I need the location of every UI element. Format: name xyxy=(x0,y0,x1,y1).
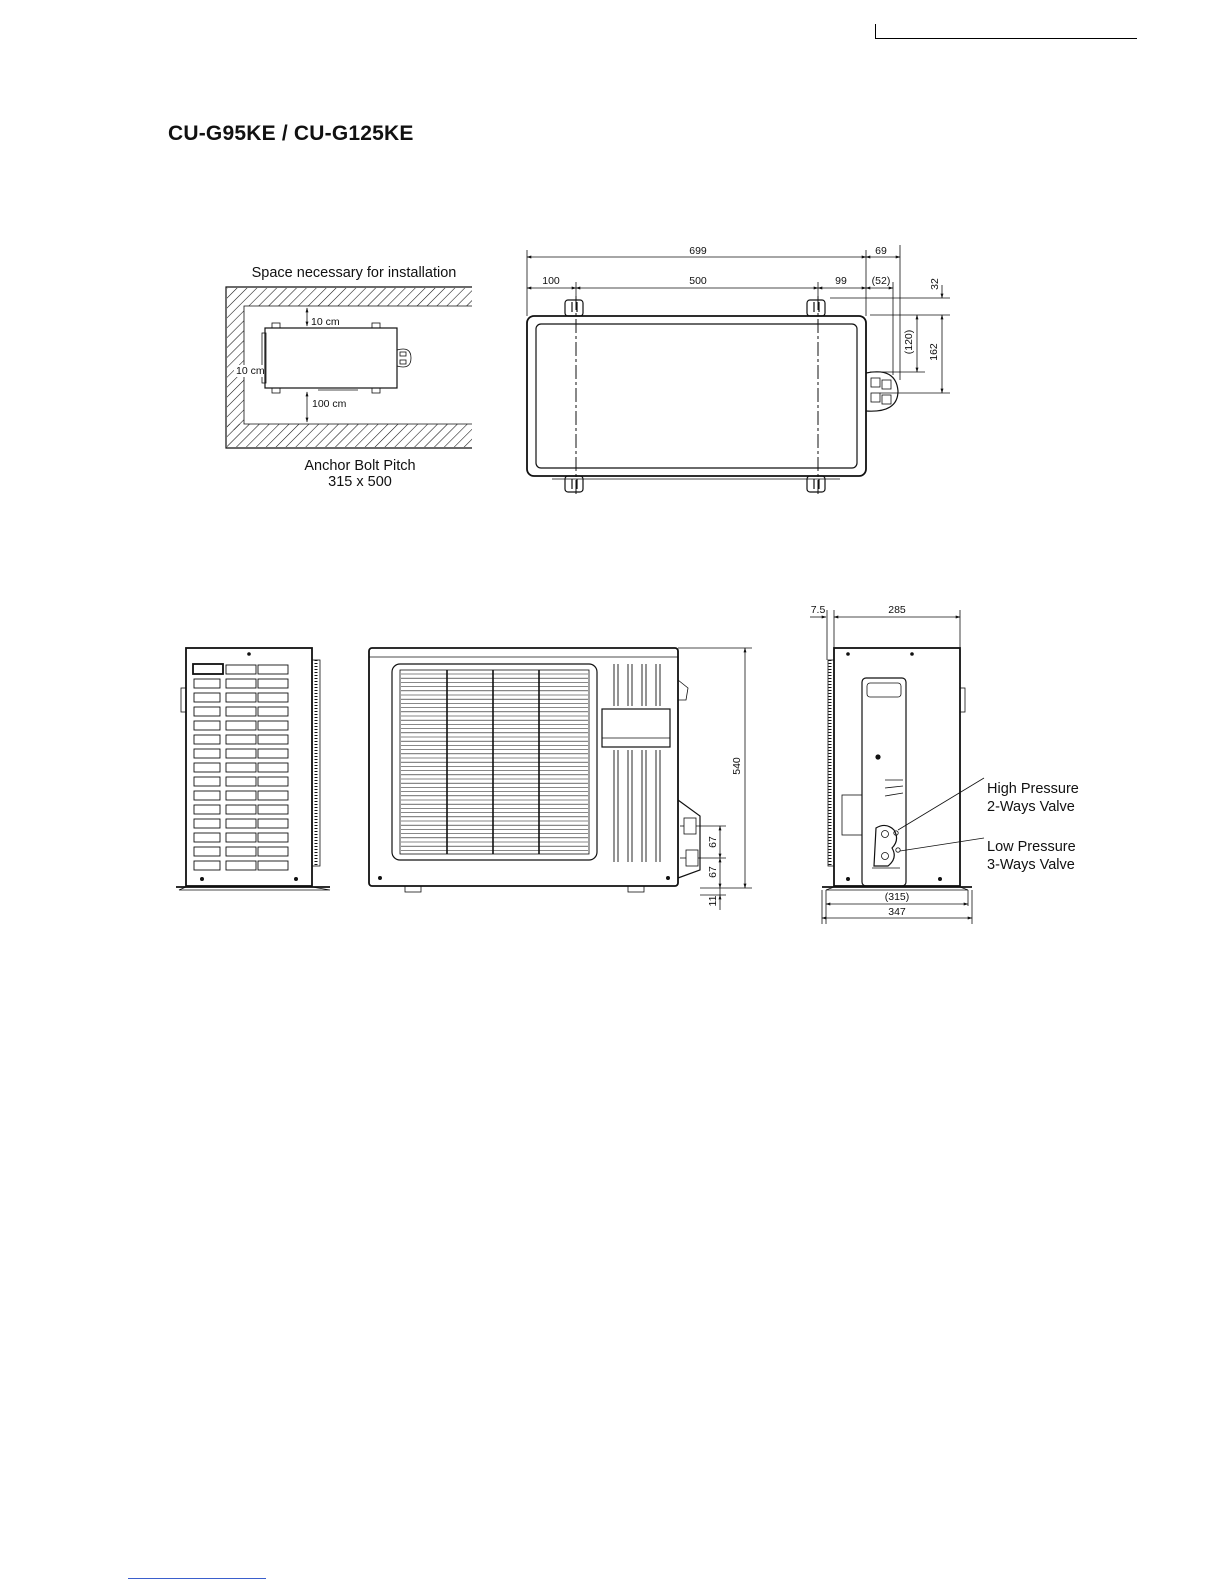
low-pressure-line2: 3-Ways Valve xyxy=(987,857,1075,873)
dim-v-120: (120) xyxy=(903,329,915,355)
dim-overall: 699 xyxy=(689,245,707,257)
dim-right-total: 69 xyxy=(875,245,887,257)
installation-title: Space necessary for installation xyxy=(251,265,457,281)
dim-valve-upper: 67 xyxy=(707,836,719,848)
dim-v-162: 162 xyxy=(928,343,940,361)
dim-center: 500 xyxy=(689,275,707,287)
model-title: CU-G95KE / CU-G125KE xyxy=(168,122,414,145)
dim-v-32: 32 xyxy=(929,278,941,290)
dim-right: 99 xyxy=(835,275,847,287)
footer-link-line xyxy=(128,1578,266,1579)
dim-315: (315) xyxy=(884,891,910,903)
dim-347: 347 xyxy=(888,906,906,918)
anchor-value: 315 x 500 xyxy=(328,474,392,490)
clearance-top: 10 cm xyxy=(311,316,340,328)
dim-7-5: 7.5 xyxy=(810,604,826,616)
low-pressure-line1: Low Pressure xyxy=(987,839,1076,855)
high-pressure-line2: 2-Ways Valve xyxy=(987,799,1075,815)
dim-285: 285 xyxy=(888,604,906,616)
clearance-left: 10 cm xyxy=(236,365,265,377)
high-pressure-line1: High Pressure xyxy=(987,781,1079,797)
right-side-view xyxy=(810,604,1079,924)
left-side-view xyxy=(176,648,330,890)
dim-height: 540 xyxy=(731,757,743,775)
installation-space-diagram xyxy=(226,265,472,490)
clearance-bottom: 100 cm xyxy=(312,398,347,410)
dim-foot: 11 xyxy=(707,895,719,907)
dim-right-paren: (52) xyxy=(871,275,891,287)
dim-valve-lower: 67 xyxy=(707,866,719,878)
anchor-label: Anchor Bolt Pitch xyxy=(304,458,416,474)
dim-left: 100 xyxy=(542,275,560,287)
front-view-diagram xyxy=(369,648,752,910)
top-view-diagram xyxy=(527,245,950,496)
